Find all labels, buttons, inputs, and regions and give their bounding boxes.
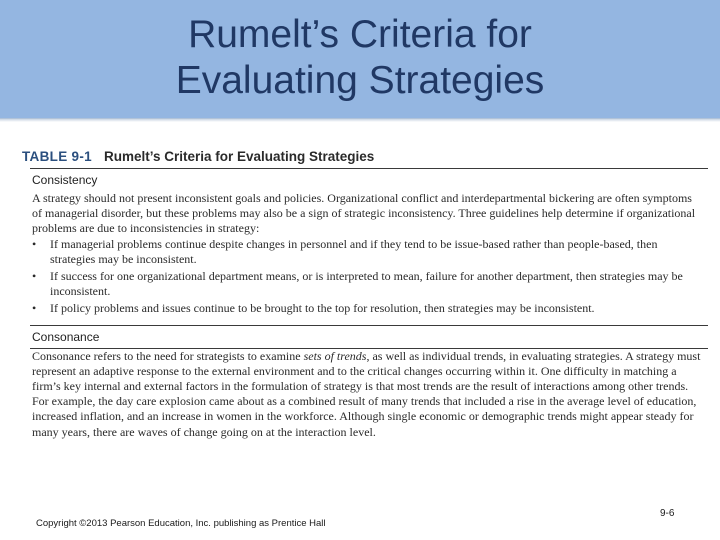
divider	[30, 168, 708, 169]
slide-title	[0, 12, 720, 104]
table-name: Rumelt’s Criteria for Evaluating Strategies	[103, 149, 375, 164]
consistency-guidelines	[22, 237, 708, 317]
copyright-notice: Copyright ©2013 Pearson Education, Inc. publishing as Prentice Hall	[36, 518, 326, 529]
consistency-intro: A strategy should not present inconsistent goals and policies. Organizational conflict and interdepartmental bickering are often symptoms of managerial disorder, but these problems may also be a sign of strategic inconsistency. Three guidelines help determine if organizational problems are due to inconsistencies in strategy:	[32, 191, 696, 236]
consonance-text-part-1: Consonance refers to the need for strategists to examine	[32, 348, 304, 363]
page-number: 9-6	[660, 508, 675, 519]
consonance-text	[32, 349, 702, 440]
slide-title-line-2: Evaluating Strategies	[175, 59, 545, 102]
list-item: • If success for one organizational department means, or is interpreted to mean, failure for another department, then strategies may be inconsistent.	[32, 269, 702, 299]
list-item: • If managerial problems continue despite changes in personnel and if they tend to be issue-based rather than people-based, then strategies may be inconsistent.	[32, 237, 702, 267]
divider	[30, 325, 708, 326]
criteria-table	[22, 146, 708, 440]
consonance-heading: Consonance	[32, 329, 100, 344]
consonance-text-italic: sets of trends	[303, 348, 367, 363]
table-number: TABLE 9-1	[22, 149, 92, 164]
consistency-heading: Consistency	[32, 173, 98, 187]
list-item: • If policy problems and issues continue to be brought to the top for resolution, then strategies may be inconsistent.	[32, 301, 702, 316]
slide-title-line-1: Rumelt’s Criteria for	[188, 13, 532, 56]
table-heading	[22, 146, 708, 168]
consonance-text-part-2: , as well as individual trends, in evaluating strategies. A strategy must represent an adaptive response to the external environment and to the critical changes occurring within it. One difficulty in matching a firm’s key internal and external factors in the formulation of strategy is that most trends are the result of interactions among other trends. For example, the day care explosion came about as a combined result of many trends that included a rise in the average level of education, increased inflation, and an increase in women in the workforce. Although single economic or demographic trends might appear steady for many years, there are waves of change going on at the interaction level.	[32, 348, 701, 439]
